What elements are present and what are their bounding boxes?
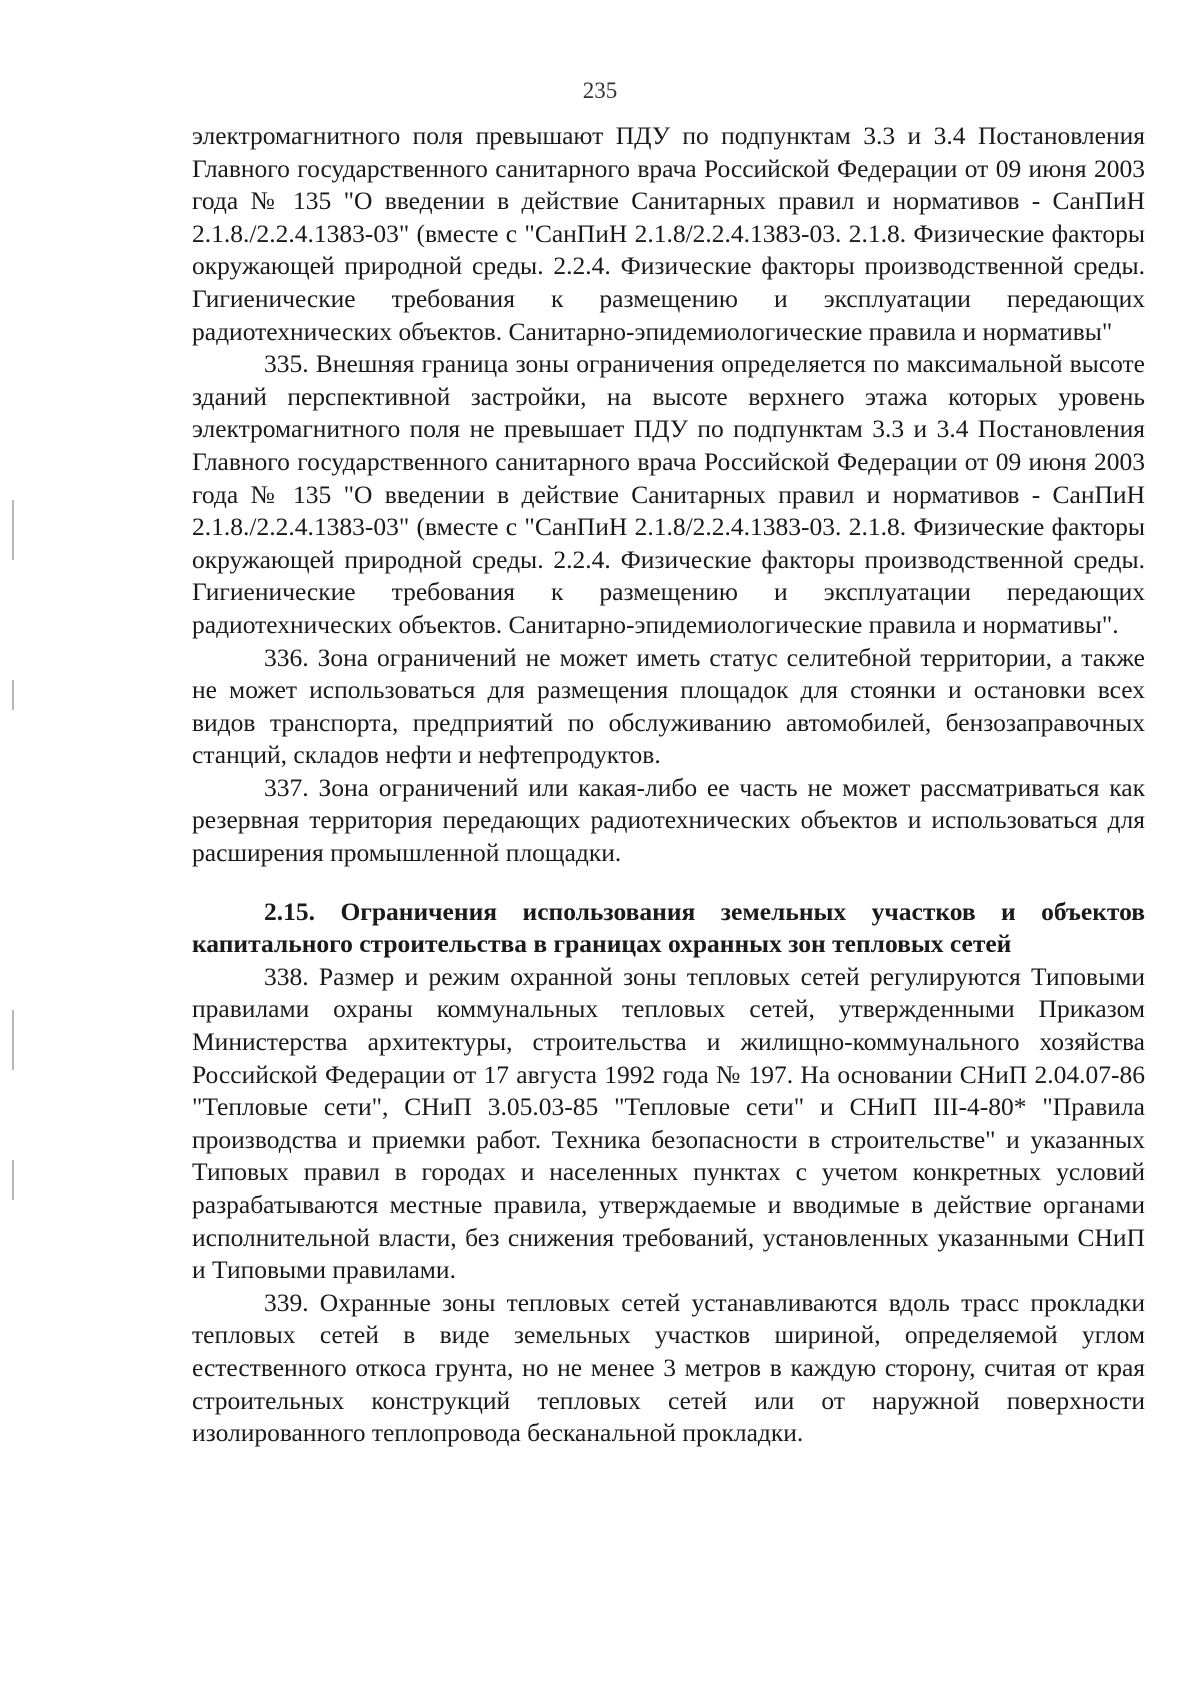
scan-edge-mark xyxy=(12,1160,14,1200)
paragraph-337: 337. Зона ограничений или какая-либо ее часть не может рассматриваться как резервная территория передающих радиотехнических объектов и использоваться для расширения промышленной площадки. xyxy=(192,772,1145,868)
section-heading: 2.15. Ограничения использования земельных участков и объектов капитального строительства в границах охранных зон тепловых сетей xyxy=(192,896,1145,959)
scan-edge-mark xyxy=(12,1010,14,1070)
document-body xyxy=(192,120,1145,1450)
paragraph-339: 339. Охранные зоны тепловых сетей устанавливаются вдоль трасс прокладки тепловых сетей в виде земельных участков шириной, определяемой углом естественного откоса грунта, но не менее 3 метров в каждую сторону, считая от края строительных конструкций тепловых сетей или от наружной поверхности изолированного теплопровода бесканальной прокладки. xyxy=(192,1287,1145,1448)
paragraph-338: 338. Размер и режим охранной зоны тепловых сетей регулируются Типовыми правилами охраны коммунальных тепловых сетей, утвержденными Приказом Министерства архитектуры, строительства и жилищно-коммунального хозяйства Российской Федерации от 17 августа 1992 года № 197. На основании СНиП 2.04.07-86 "Тепловые сети", СНиП 3.05.03-85 "Тепловые сети" и СНиП III-4-80* "Правила производства и приемки работ. Техника безопасности в строительстве" и указанных Типовых правил в городах и населенных пунктах с учетом конкретных условий разрабатываются местные правила, утверждаемые и вводимые в действие органами исполнительной власти, без снижения требований, установленных указанными СНиП и Типовыми правилами. xyxy=(192,961,1145,1285)
scan-edge-mark xyxy=(12,500,14,560)
page-number: 235 xyxy=(582,78,618,103)
paragraph-336: 336. Зона ограничений не может иметь статус селитебной территории, а также не может использоваться для размещения площадок для стоянки и остановки всех видов транспорта, предприятий по обслуживанию автомобилей, бензозаправочных станций, складов нефти и нефтепродуктов. xyxy=(192,642,1145,770)
paragraph-continued: электромагнитного поля превышают ПДУ по подпунктам 3.3 и 3.4 Постановления Главного государственного санитарного врача Российской Федерации от 09 июня 2003 года № 135 "О введении в действие Санитарных правил и нормативов - СанПиН 2.1.8./2.2.4.1383-03" (вместе с "СанПиН 2.1.8/2.2.4.1383-03. 2.1.8. Физические факторы окружающей природной среды. 2.2.4. Физические факторы производственной среды. Гигиенические требования к размещению и эксплуатации передающих радиотехнических объектов. Санитарно-эпидемиологические правила и нормативы" xyxy=(192,121,1145,346)
paragraph-335: 335. Внешняя граница зоны ограничения определяется по максимальной высоте зданий перспективной застройки, на высоте верхнего этажа которых уровень электромагнитного поля не превышает ПДУ по подпунктам 3.3 и 3.4 Постановления Главного государственного санитарного врача Российской Федерации от 09 июня 2003 года № 135 "О введении в действие Санитарных правил и нормативов - СанПиН 2.1.8./2.2.4.1383-03" (вместе с "СанПиН 2.1.8/2.2.4.1383-03. 2.1.8. Физические факторы окружающей природной среды. 2.2.4. Физические факторы производственной среды. Гигиенические требования к размещению и эксплуатации передающих радиотехнических объектов. Санитарно-эпидемиологические правила и нормативы". xyxy=(192,349,1145,639)
scan-edge-mark xyxy=(12,680,14,710)
